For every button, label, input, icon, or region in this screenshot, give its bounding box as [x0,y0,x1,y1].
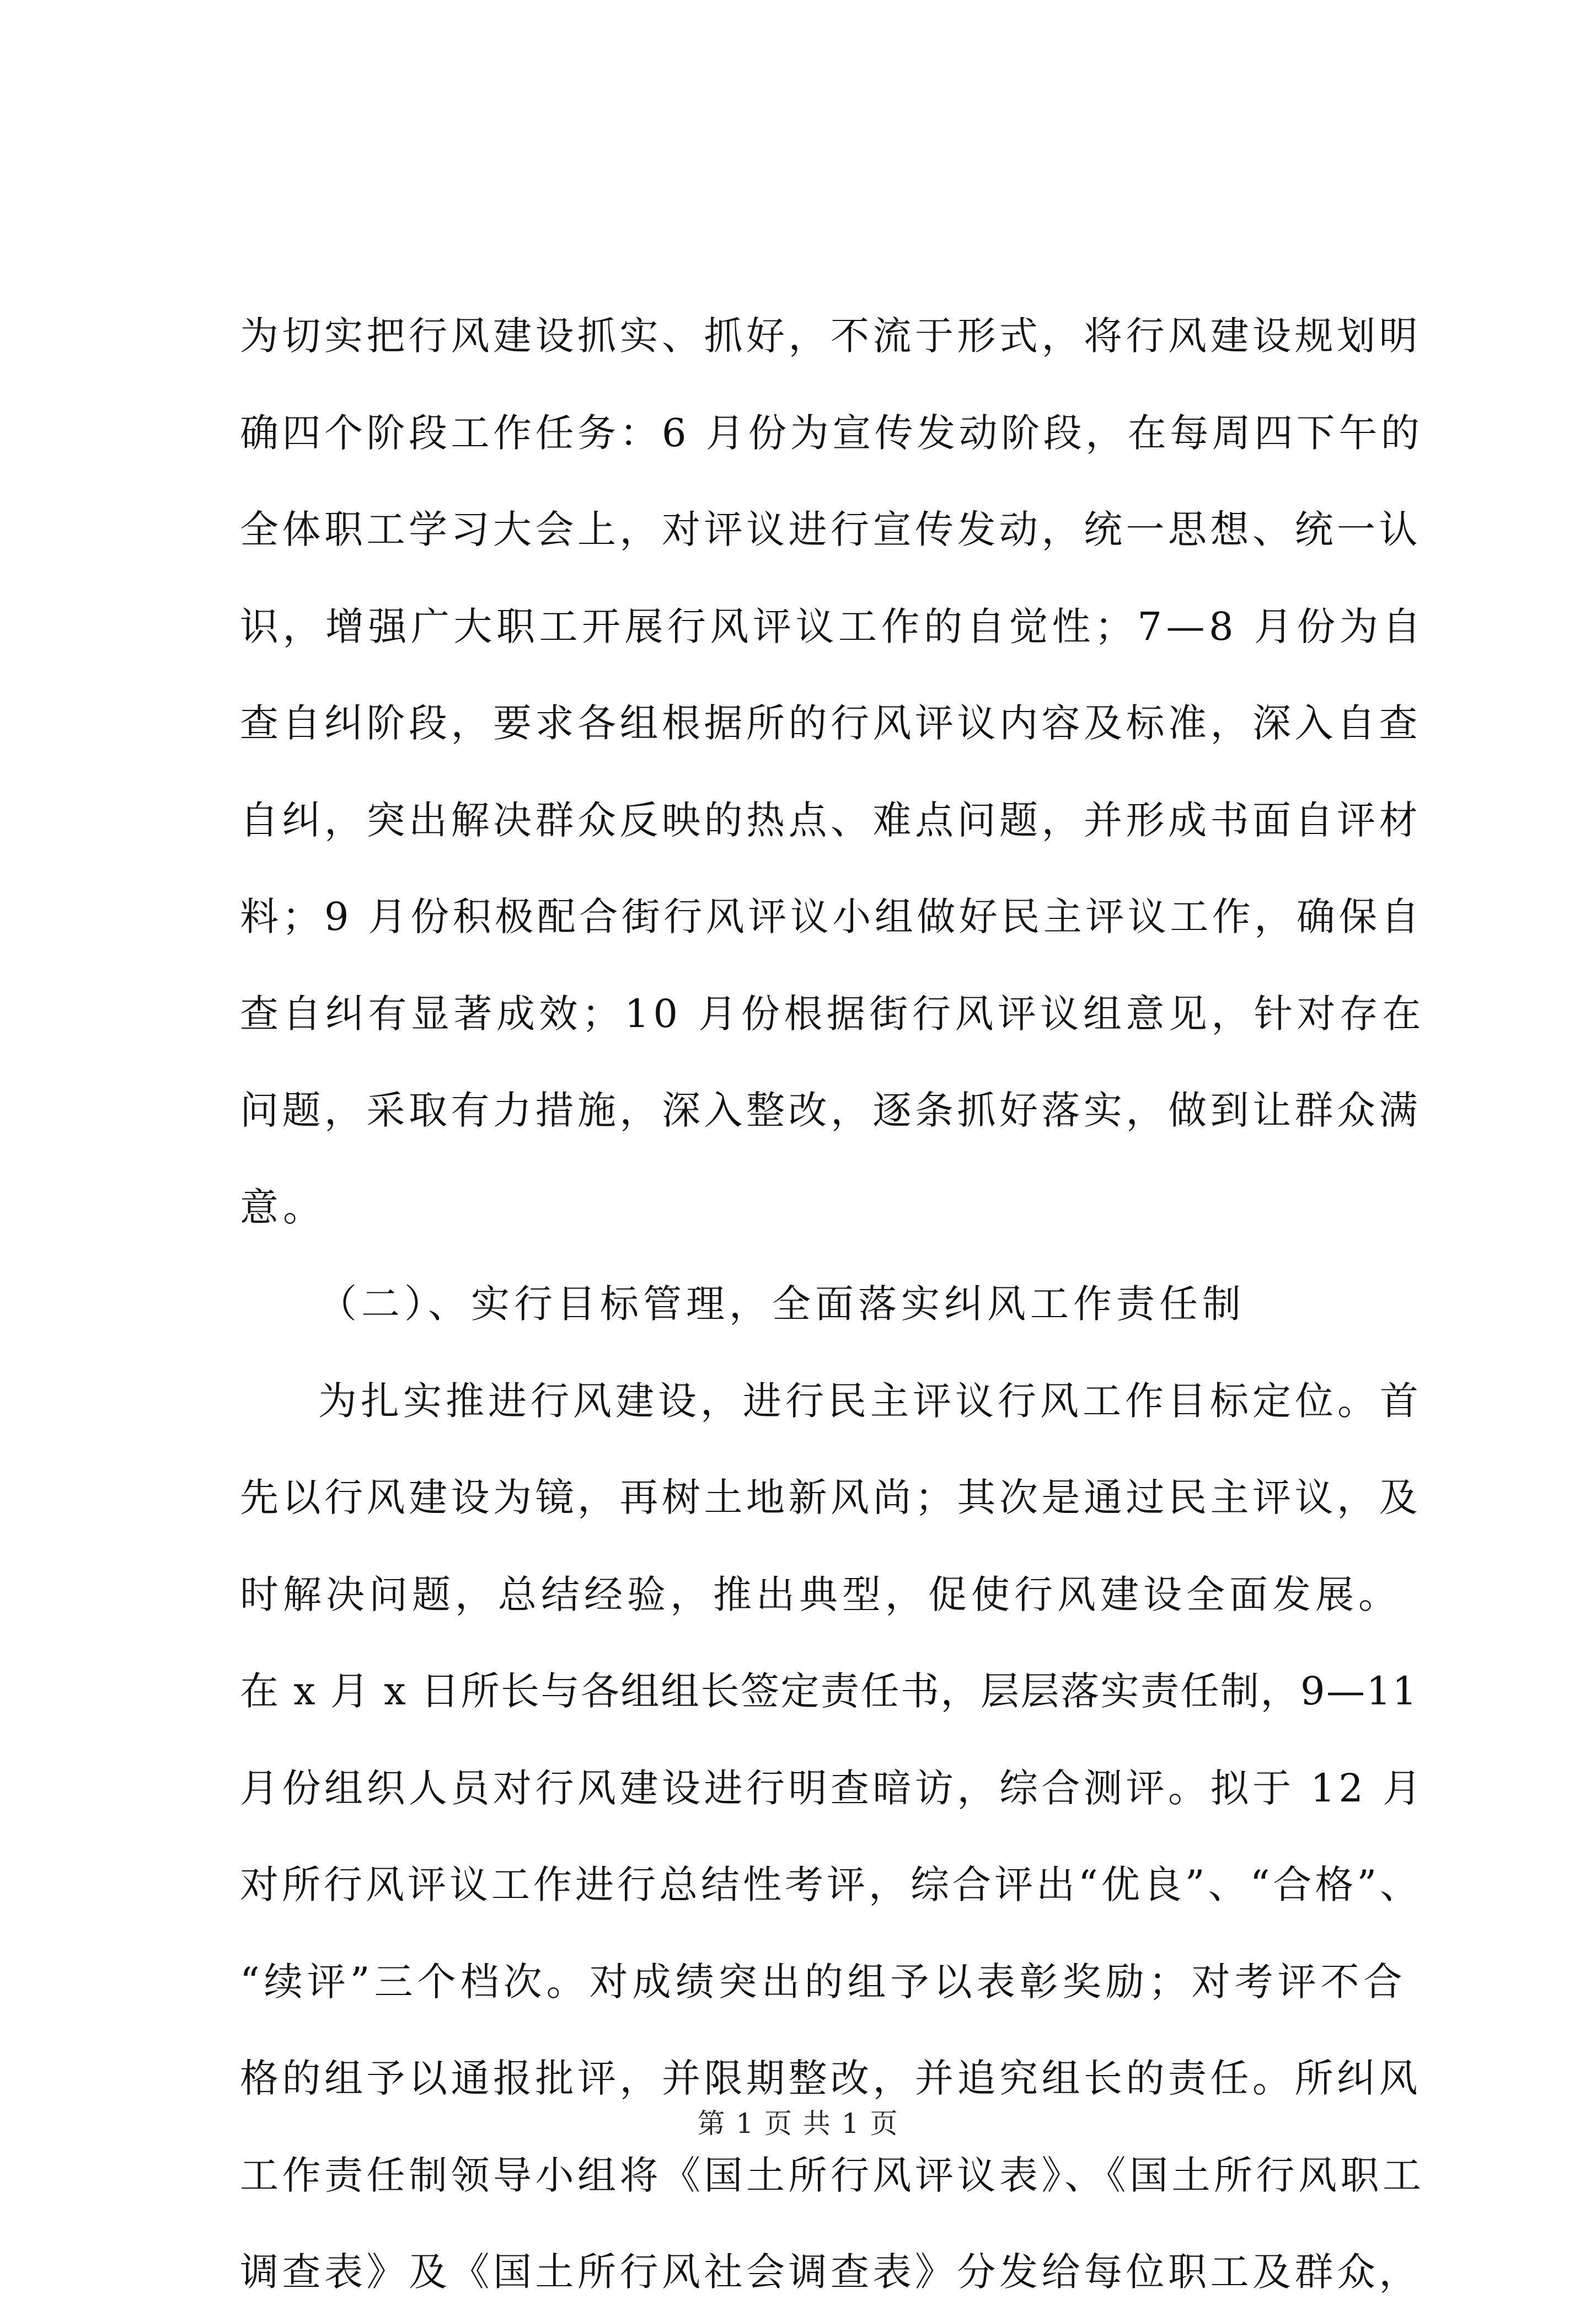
paragraph-line: “续评”三个档次。对成绩突出的组予以表彰奖励；对考评不合 [240,1959,1407,2004]
paragraph-line: 对所行风评议工作进行总结性考评，综合评出“优良”、“合格”、 [240,1862,1422,1907]
paragraph-line: 调查表》及《国土所行风社会调查表》分发给每位职工及群众， [240,2249,1421,2295]
page-number-footer: 第 1 页 共 1 页 [697,2108,899,2140]
paragraph-line: 查自纠有显著成效；10 月份根据街行风评议组意见，针对存在 [240,991,1425,1036]
paragraph-line: 为切实把行风建设抓实、抓好，不流于形式，将行风建设规划明 [240,313,1421,359]
paragraph-line: 查自纠阶段，要求各组根据所的行风评议内容及标准，深入自查 [240,700,1421,746]
paragraph-line: 意。 [240,1184,326,1230]
paragraph-line: 先以行风建设为镜，再树土地新风尚；其次是通过民主评议，及 [240,1475,1421,1520]
paragraph-line: 识，增强广大职工开展行风评议工作的自觉性；7—8 月份为自 [240,603,1425,649]
paragraph-line: 问题，采取有力措施，深入整改，逐条抓好落实，做到让群众满 [240,1088,1421,1133]
paragraph-line: 自纠，突出解决群众反映的热点、难点问题，并形成书面自评材 [240,797,1421,843]
paragraph-line: 全体职工学习大会上，对评议进行宣传发动，统一思想、统一认 [240,507,1421,552]
body-text [240,288,1426,2321]
paragraph-line: 月份组织人员对行风建设进行明查暗访，综合测评。拟于 12 月 [240,1765,1425,1811]
section-heading: （二）、实行目标管理，全面落实纠风工作责任制 [318,1281,1245,1327]
paragraph-line: 确四个阶段工作任务：6 月份为宣传发动阶段，在每周四下午的 [240,410,1423,456]
paragraph-line: 料；9 月份积极配合街行风评议小组做好民主评议工作，确保自 [240,894,1423,939]
paragraph-line: 工作责任制领导小组将《国土所行风评议表》、《国土所行风职工 [240,2152,1425,2198]
paragraph-line: 时解决问题，总结经验，推出典型，促使行风建设全面发展。 [240,1571,1401,1617]
paragraph-line: 为扎实推进行风建设，进行民主评议行风工作目标定位。首 [318,1378,1422,1424]
paragraph-line: 格的组予以通报批评，并限期整改，并追究组长的责任。所纠风 [240,2056,1421,2101]
paragraph-line: 在 x 月 x 日所长与各组组长签定责任书，层层落实责任制，9—11 [240,1668,1418,1714]
